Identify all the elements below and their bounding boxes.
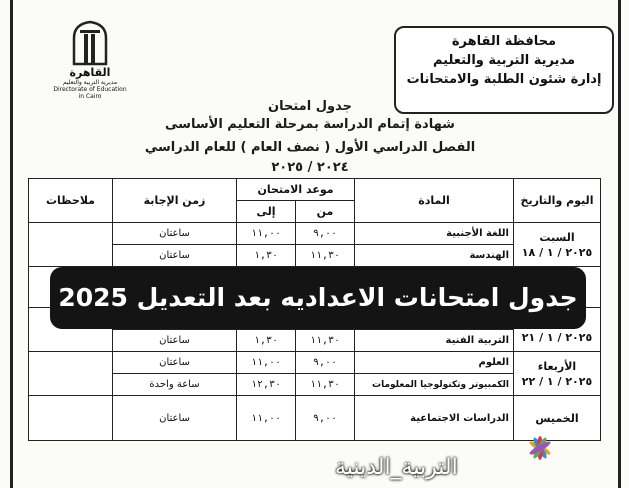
- to-cell: ١,٣٠: [237, 245, 296, 267]
- header-to: إلى: [237, 201, 296, 223]
- to-cell: ١٢,٣٠: [237, 374, 296, 396]
- subject-cell: الهندسة: [355, 245, 514, 267]
- from-cell: ٩,٠٠: [296, 352, 355, 374]
- header-line-administration: إدارة شئون الطلبة والامتحانات: [406, 72, 602, 87]
- day-name: الخميس: [535, 411, 579, 425]
- notes-cell: [29, 223, 113, 267]
- from-cell: ١١,٣٠: [296, 374, 355, 396]
- day-cell: [514, 223, 601, 267]
- from-cell: ١١,٣٠: [296, 330, 355, 352]
- flower-logo-icon: [512, 426, 572, 466]
- day-name: الأربعاء: [537, 359, 577, 373]
- to-cell: ١١,٠٠: [237, 396, 296, 441]
- schedule-title: جدول امتحان: [268, 99, 352, 114]
- from-cell: ١١,٣٠: [296, 245, 355, 267]
- header-notes: ملاحظات: [29, 179, 113, 223]
- subject-cell: الكمبيوتر وتكنولوجيا المعلومات: [355, 374, 514, 396]
- page-border-right: [618, 0, 621, 488]
- from-cell: ٩,٠٠: [296, 223, 355, 245]
- to-cell: ١١,٠٠: [237, 352, 296, 374]
- day-date: ٢٠٢٥ / ١ / ٢١: [521, 330, 593, 344]
- duration-cell: ساعتان: [113, 396, 237, 441]
- header-day: اليوم والتاريخ: [514, 179, 601, 223]
- term-title: الفصل الدراسي الأول ( نصف العام ) للعام الدراسي ٢٠٢٤ / ٢٠٢٥: [144, 140, 476, 175]
- notes-cell: [29, 396, 113, 441]
- tower-logo-icon: [68, 20, 112, 66]
- to-cell: ١١,٠٠: [237, 223, 296, 245]
- duration-cell: ساعتان: [113, 223, 237, 245]
- logo-subtitle-ar: مديرية التربية والتعليم: [62, 79, 118, 86]
- header-duration: زمن الإجابة: [113, 179, 237, 223]
- document-titles: [130, 98, 490, 178]
- watermark-text: التربية_الدينية: [335, 455, 458, 480]
- day-name: السبت: [539, 230, 575, 244]
- logo-subtitle-en: Directorate of Education in Cairo: [53, 86, 127, 100]
- subject-cell: اللغة الأجنبية: [355, 223, 514, 245]
- day-date: ٢٠٢٥ / ١ / ٢٢: [521, 374, 593, 388]
- duration-cell: ساعتان: [113, 245, 237, 267]
- to-cell: ١,٣٠: [237, 330, 296, 352]
- page-border-left: [10, 0, 13, 488]
- header-from: من: [296, 201, 355, 223]
- subject-cell: الدراسات الاجتماعية: [355, 396, 514, 441]
- header-subject: المادة: [355, 179, 514, 223]
- subject-cell: العلوم: [355, 352, 514, 374]
- notes-cell: [29, 352, 113, 396]
- day-date: ٢٠٢٥ / ١ / ١٨: [521, 245, 593, 259]
- cairo-logo: [50, 20, 130, 105]
- logo-name: القاهرة: [69, 66, 111, 79]
- table-row: [29, 352, 601, 374]
- header-line-directorate: مديرية التربية والتعليم: [432, 53, 576, 68]
- subject-cell: التربية الفنية: [355, 330, 514, 352]
- overlay-banner: جدول امتحانات الاعداديه بعد التعديل 2025: [50, 267, 586, 329]
- header-time: موعد الامتحان: [237, 179, 355, 201]
- table-row: [29, 223, 601, 245]
- duration-cell: ساعتان: [113, 330, 237, 352]
- day-cell: [514, 352, 601, 396]
- header-line-governorate: محافظة القاهرة: [451, 34, 557, 49]
- from-cell: ٩,٠٠: [296, 396, 355, 441]
- certificate-title: شهادة إتمام الدراسة بمرحلة التعليم الأساسى: [165, 117, 455, 132]
- duration-cell: ساعتان: [113, 352, 237, 374]
- duration-cell: ساعة واحدة: [113, 374, 237, 396]
